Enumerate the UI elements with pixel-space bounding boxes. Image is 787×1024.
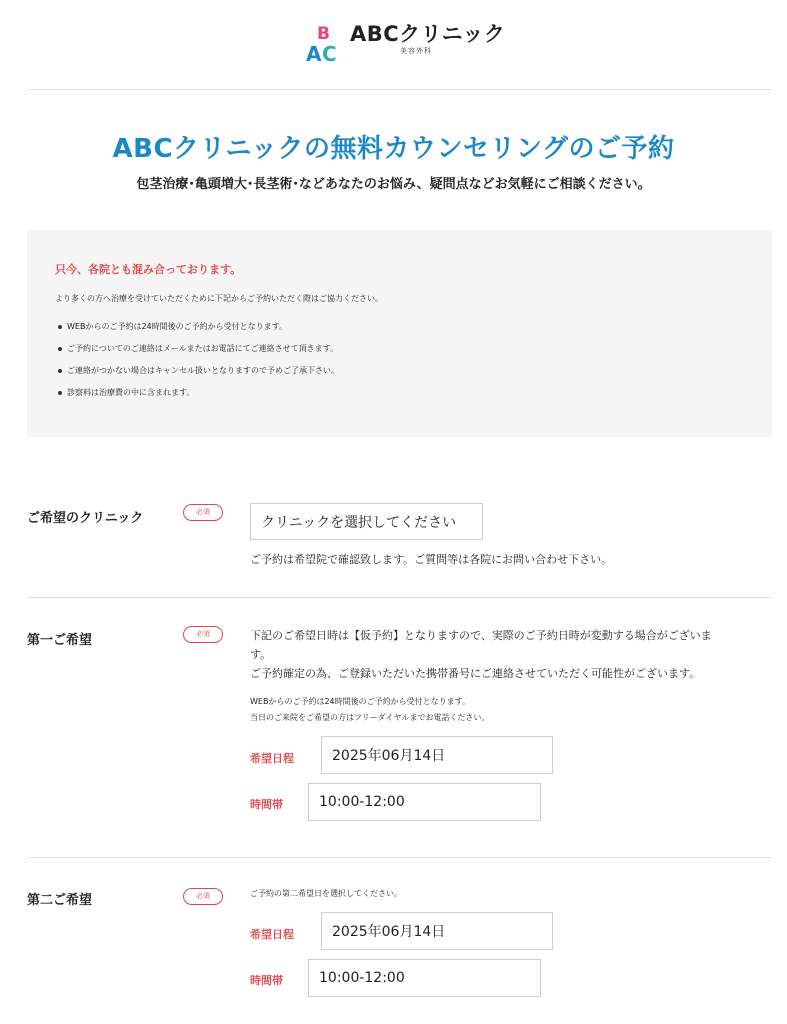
first-time-select[interactable]: 10:00-12:00 xyxy=(308,783,541,821)
divider xyxy=(27,857,772,858)
notice-box xyxy=(27,230,772,437)
first-time-label: 時間帯 xyxy=(250,798,283,811)
divider xyxy=(27,89,772,90)
notice-lead: より多くの方へ治療を受けていただくために下記からご予約いただく際はご協力ください。 xyxy=(55,294,383,303)
first-small-line2: 当日のご来院をご希望の方はフリーダイヤルまでお電話ください。 xyxy=(250,713,490,722)
page-title: ABCクリニックの無料カウンセリングのご予約 xyxy=(112,134,675,164)
svg-text:A: A xyxy=(306,42,322,64)
first-desc-line2: す。 xyxy=(250,648,272,661)
logo-mark-icon xyxy=(306,22,346,64)
logo-subtitle: 美容外科 xyxy=(400,47,432,55)
list-item: 診察料は治療費の中に含まれます。 xyxy=(55,387,339,409)
second-date-input[interactable]: 2025年06月14日 xyxy=(321,912,553,950)
required-badge: 必須 xyxy=(183,504,223,521)
first-desc-line3: ご予約確定の為、ご登録いただいた携帯番号にご連絡させていただく可能性がございます。 xyxy=(250,667,701,680)
second-time-select[interactable]: 10:00-12:00 xyxy=(308,959,541,997)
required-badge: 必須 xyxy=(183,626,223,643)
notice-title: 只今、各院とも混み合っております。 xyxy=(55,263,242,276)
list-item: ご予約についてのご連絡はメールまたはお電話にてご連絡させて頂きます。 xyxy=(55,343,339,365)
clinic-label: ご希望のクリニック xyxy=(27,511,144,526)
divider xyxy=(27,597,772,598)
first-date-label: 希望日程 xyxy=(250,752,294,765)
second-date-label: 希望日程 xyxy=(250,928,294,941)
first-date-input[interactable]: 2025年06月14日 xyxy=(321,736,553,774)
notice-list xyxy=(55,321,339,409)
second-time-label: 時間帯 xyxy=(250,974,283,987)
first-desc-line1: 下記のご希望日時は【仮予約】となりますので、実際のご予約日時が変動する場合がございま xyxy=(250,629,712,642)
second-desc: ご予約の第二希望日を選択してください。 xyxy=(250,889,402,898)
page-subtitle: 包茎治療･亀頭増大･長茎術･などあなたのお悩み、疑問点などお気軽にご相談ください。 xyxy=(136,177,651,192)
svg-text:B: B xyxy=(317,24,330,44)
site-header xyxy=(0,0,787,89)
clinic-select[interactable]: クリニックを選択してください xyxy=(250,503,483,540)
svg-text:C: C xyxy=(322,42,337,64)
logo-name: ABCクリニック xyxy=(350,22,506,46)
clinic-logo[interactable] xyxy=(306,22,505,64)
clinic-note: ご予約は希望院で確認致します。ご質問等は各院にお問い合わせ下さい。 xyxy=(250,553,613,566)
required-badge: 必須 xyxy=(183,888,223,905)
second-preference-label: 第二ご希望 xyxy=(27,893,93,908)
first-preference-label: 第一ご希望 xyxy=(27,633,93,648)
first-small-line1: WEBからのご予約は24時間後のご予約から受付となります。 xyxy=(250,697,470,706)
list-item: WEBからのご予約は24時間後のご予約から受付となります。 xyxy=(55,321,339,343)
list-item: ご連絡がつかない場合はキャンセル扱いとなりますので予めご了承下さい。 xyxy=(55,365,339,387)
